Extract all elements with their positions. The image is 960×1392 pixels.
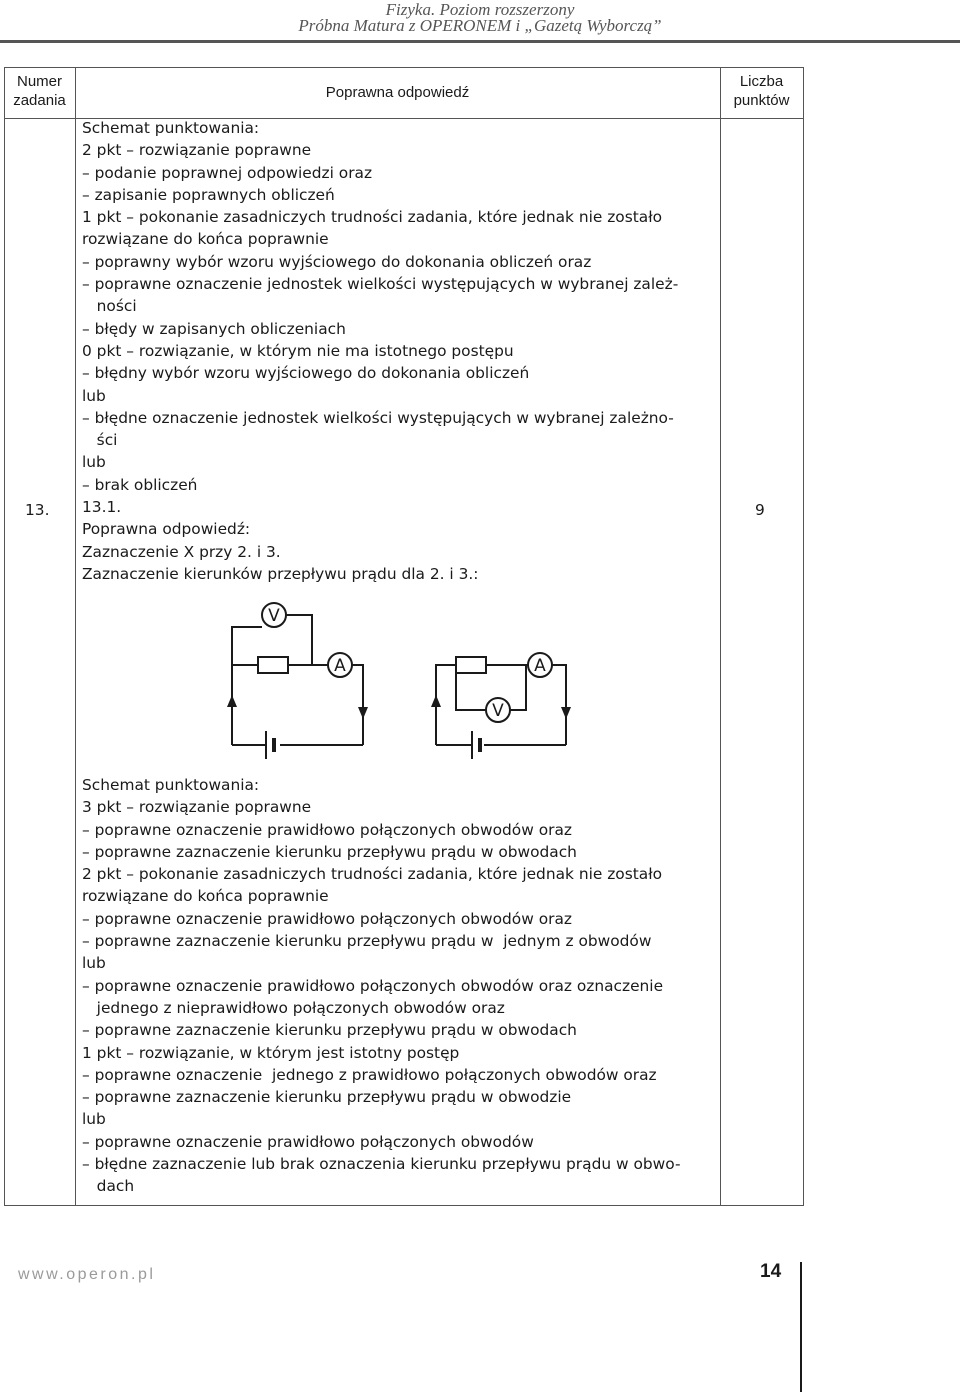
text-line: – poprawne oznaczenie prawidłowo połączonych obwodów oraz oznaczenie bbox=[82, 976, 664, 995]
scoring-scheme-b bbox=[82, 774, 681, 1198]
header-rule bbox=[0, 40, 960, 43]
scoring-scheme-a bbox=[82, 117, 678, 585]
resistor-2 bbox=[456, 657, 486, 673]
text-line: rozwiązane do końca poprawnie bbox=[82, 887, 329, 906]
text-line: lub bbox=[82, 1110, 106, 1129]
header-answer: Poprawna odpowiedź bbox=[325, 84, 470, 101]
text-line: – poprawny wybór wzoru wyjściowego do dokonania obliczeń oraz bbox=[82, 252, 592, 271]
text-line: – poprawne zaznaczenie kierunku przepływu prądu w obwodach bbox=[82, 842, 577, 861]
page-number-bar bbox=[800, 1262, 802, 1392]
text-line: Poprawna odpowiedź: bbox=[82, 520, 251, 539]
text-line: – brak obliczeń bbox=[82, 475, 198, 494]
current-arrow-down-icon bbox=[358, 707, 368, 719]
ammeter-2-label: A bbox=[534, 656, 546, 676]
text-line: – poprawne oznaczenie prawidłowo połączonych obwodów bbox=[82, 1132, 534, 1151]
exam-title: Próbna Matura z OPERONEM i „Gazetą Wyborczą” bbox=[298, 16, 662, 35]
text-line: dach bbox=[82, 1177, 135, 1196]
text-line: ności bbox=[82, 297, 137, 316]
text-line: lub bbox=[82, 954, 106, 973]
table-col2-border bbox=[720, 67, 721, 1206]
current-arrow-up-icon bbox=[227, 695, 237, 707]
resistor-1 bbox=[258, 657, 288, 673]
text-line: – poprawne oznaczenie jednostek wielkości występujących w wybranej zależ- bbox=[82, 275, 679, 294]
text-line: ści bbox=[82, 431, 118, 450]
text-line: lub bbox=[82, 386, 106, 405]
task-number: 13. bbox=[25, 501, 50, 519]
table-right-border bbox=[803, 67, 804, 1206]
text-line: – poprawne zaznaczenie kierunku przepływu prądu w jednym z obwodów bbox=[82, 932, 652, 951]
text-line: Zaznaczenie kierunków przepływu prądu dla 2. i 3.: bbox=[82, 564, 479, 583]
page-number: 14 bbox=[760, 1261, 782, 1282]
text-line: 2 pkt – rozwiązanie poprawne bbox=[82, 141, 312, 160]
text-line: – poprawne zaznaczenie kierunku przepływu prądu w obwodzie bbox=[82, 1088, 572, 1107]
text-line: – poprawne oznaczenie prawidłowo połączonych obwodów oraz bbox=[82, 909, 572, 928]
text-line: Schemat punktowania: bbox=[82, 119, 260, 137]
text-line: – błędny wybór wzoru wyjściowego do dokonania obliczeń bbox=[82, 364, 530, 383]
ammeter-1-label: A bbox=[334, 656, 346, 676]
subject-title: Fizyka. Poziom rozszerzony bbox=[385, 0, 575, 19]
footer-url: www.operon.pl bbox=[18, 1266, 156, 1283]
table-col1-border bbox=[75, 67, 76, 1206]
text-line: lub bbox=[82, 453, 106, 472]
text-line: rozwiązane do końca poprawnie bbox=[82, 230, 329, 249]
text-line: – błędy w zapisanych obliczeniach bbox=[82, 319, 346, 338]
text-line: – błędne oznaczenie jednostek wielkości występujących w wybranej zależno- bbox=[82, 408, 674, 427]
text-line: 13.1. bbox=[82, 498, 122, 517]
header-task-number: Numer zadania bbox=[13, 73, 66, 109]
current-arrow-down-icon bbox=[561, 707, 571, 719]
circuit-diagrams bbox=[200, 595, 620, 765]
text-line: – poprawne oznaczenie prawidłowo połączonych obwodów oraz bbox=[82, 820, 572, 839]
text-line: – błędne zaznaczenie lub brak oznaczenia kierunku przepływu prądu w obwo- bbox=[82, 1155, 681, 1174]
voltmeter-1-label: V bbox=[268, 606, 280, 626]
current-arrow-up-icon bbox=[431, 695, 441, 707]
text-line: Schemat punktowania: bbox=[82, 776, 260, 794]
text-line: 2 pkt – pokonanie zasadniczych trudności zadania, które jednak nie zostało bbox=[82, 865, 662, 884]
text-line: Zaznaczenie X przy 2. i 3. bbox=[82, 542, 281, 561]
table-bottom-border bbox=[4, 1205, 804, 1206]
text-line: 1 pkt – rozwiązanie, w którym jest istotny postęp bbox=[82, 1043, 460, 1062]
text-line: – poprawne oznaczenie jednego z prawidłowo połączonych obwodów oraz bbox=[82, 1065, 657, 1084]
text-line: – podanie poprawnej odpowiedzi oraz bbox=[82, 163, 373, 182]
header-points: Liczba punktów bbox=[733, 73, 790, 109]
table-top-border bbox=[4, 67, 804, 68]
text-line: 0 pkt – rozwiązanie, w którym nie ma istotnego postępu bbox=[82, 341, 514, 360]
voltmeter-2-label: V bbox=[492, 701, 504, 721]
text-line: 1 pkt – pokonanie zasadniczych trudności zadania, które jednak nie zostało bbox=[82, 208, 662, 227]
task-points: 9 bbox=[755, 501, 765, 519]
text-line: – zapisanie poprawnych obliczeń bbox=[82, 185, 335, 204]
text-line: 3 pkt – rozwiązanie poprawne bbox=[82, 798, 312, 817]
table-left-border bbox=[4, 67, 5, 1206]
text-line: – poprawne zaznaczenie kierunku przepływu prądu w obwodach bbox=[82, 1021, 577, 1040]
text-line: jednego z nieprawidłowo połączonych obwodów oraz bbox=[82, 998, 505, 1017]
